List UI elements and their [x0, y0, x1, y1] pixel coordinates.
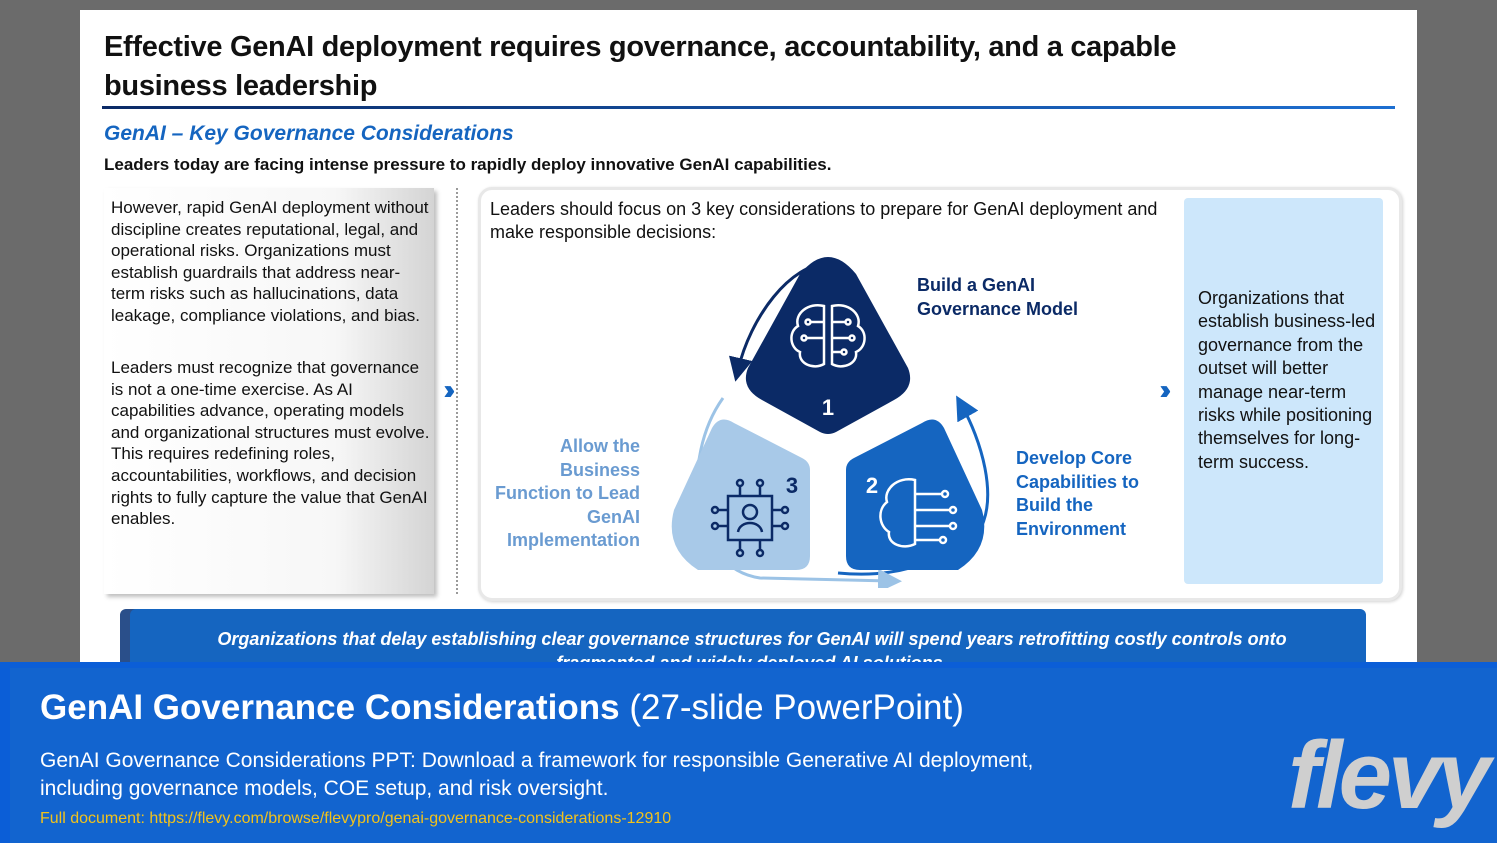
step-number-3: 3: [785, 473, 799, 498]
document-title-main: GenAI Governance Considerations: [40, 688, 620, 727]
slide-title: Effective GenAI deployment requires governance, accountability, and a capable business leadership: [104, 31, 1177, 102]
key-message-text: Organizations that delay establishing clear governance structures for GenAI will spend years retrofitting costly controls onto: [217, 629, 1287, 649]
consideration-label-2: Develop Core Capabilities to Build the Environment: [1016, 448, 1140, 539]
slide-subtitle: GenAI – Key Governance Considerations: [104, 122, 514, 145]
step-number-1: 1: [821, 395, 835, 420]
evolution-paragraph: Leaders must recognize that governance is not a one-time exercise. As AI capabilities advance, operating models and organizational structures must evolve. This requires redefining roles, accountabilities, workflows, and decision rights to fully capture the value that GenAI enables.: [111, 358, 430, 529]
considerations-intro: Leaders should focus on 3 key considerations to prepare for GenAI deployment and make responsible decisions:: [490, 199, 1158, 242]
flevy-logo[interactable]: flevy: [1288, 722, 1487, 829]
step-number-2: 2: [865, 473, 879, 498]
conclusion-text: Organizations that establish business-led governance from the outset will better manage near-term risks while positioning themselves for long-term success.: [1198, 288, 1376, 472]
risk-context-box: [104, 188, 434, 594]
risk-paragraph: However, rapid GenAI deployment without discipline creates reputational, legal, and operational risks. Organizations must establish guardrails that address near-term risks such as hallucinations, data leakage, compliance violations, and bias.: [111, 198, 429, 325]
document-link[interactable]: Full document: https://flevy.com/browse/flevypro/genai-governance-considerations-12910: [40, 810, 672, 827]
consideration-label-1: Build a GenAI Governance Model: [917, 275, 1079, 319]
document-title: [40, 688, 964, 728]
dotted-divider: [456, 188, 458, 594]
document-title-suffix: (27-slide PowerPoint): [619, 688, 964, 727]
slide: [80, 10, 1417, 670]
lead-statement: Leaders today are facing intense pressure to rapidly deploy innovative GenAI capabilities.: [104, 155, 832, 174]
title-rule: [102, 106, 1395, 109]
consideration-label-3: Allow the Business Function to Lead GenAI Implementation: [495, 436, 640, 550]
document-description: GenAI Governance Considerations PPT: Download a framework for responsible Generative AI deployment, including governance models, COE setup, and risk oversight.: [40, 749, 1034, 800]
